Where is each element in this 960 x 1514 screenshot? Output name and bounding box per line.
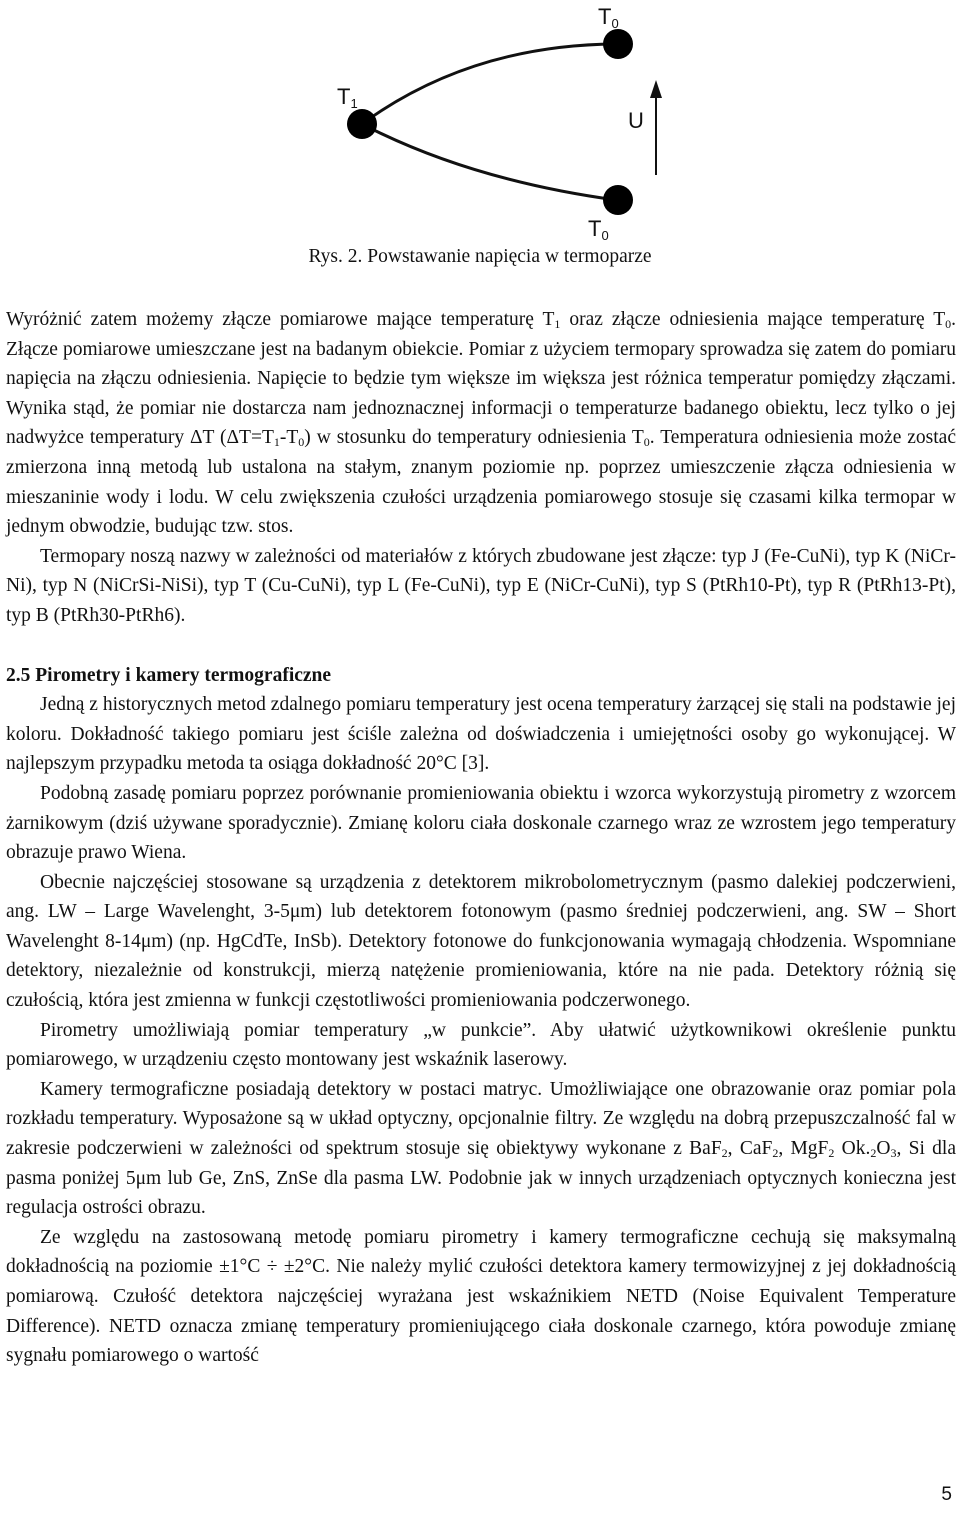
label-t1: $T_1$ [337, 84, 358, 111]
paragraph-filament-pyrometers: Podobną zasadę pomiaru poprzez porównanie promieniowania obiektu i wzorca wykorzystują pirometry z wzorcem żarnikowym (dziś używane sporadycznie). Zmianę koloru ciała doskonale czarnego wraz ze wzrostem jego temperatury obrazuje prawo Wiena. [6, 782, 956, 864]
label-u: U [628, 108, 644, 133]
junction-t0-top [603, 29, 633, 59]
junction-t0-bottom [603, 185, 633, 215]
paragraph-thermal-cameras: Kamery termograficzne posiadają detektory w postaci matryc. Umożliwiające one obrazowanie oraz pomiar pola rozkładu temperatury. Wyposażone są w układ optyczny, opcjonalnie filtry. Ze względu na dobrą przepuszczalność fal w zakresie podczerwieni w zależności od spektrum stosuje się obiektywy wykonane z BaF$_2$, CaF$_2$, MgF$_2$ $Ok._2O_3$, Si dla pasma poniżej 5μm lub Ge, ZnS, ZnSe dla pasma LW. Podobnie jak w innych urządzeniach optycznych konieczna jest regulacja ostrości obrazu. [6, 1078, 956, 1219]
lower-wire [362, 124, 616, 200]
thermocouple-diagram [0, 0, 960, 250]
label-t0-top: $T_0$ [598, 4, 619, 31]
paragraph-accuracy-netd: Ze względu na zastosowaną metodę pomiaru pirometry i kamery termograficzne cechują się maksymalną dokładnością na poziomie ±1°C ÷ ±2°C. Nie należy mylić czułości detektora kamery termowizyjnej z jej dokładnością pomiarową. Czułość detektora najczęściej wyrażana jest wskaźnikiem NETD (Noise Equivalent Temperature Difference). NETD oznacza zmianę temperatury promieniującego ciała doskonale czarnego, która powoduje zmianę sygnału pomiarowego o wartość [6, 1226, 956, 1367]
paragraph-pyrometers: Pirometry umożliwiają pomiar temperatury „w punkcie”. Aby ułatwić użytkownikowi określenie punktu pomiarowego, w urządzeniu często montowany jest wskaźnik laserowy. [6, 1019, 956, 1071]
junction-t1 [347, 109, 377, 139]
page-number: 5 [941, 1484, 952, 1505]
thermocouple-figure [0, 0, 960, 250]
paragraph-junctions: Wyróżnić zatem możemy złącze pomiarowe mające temperaturę $T_1$ oraz złącze odniesienia mające temperaturę $T_0$. Złącze pomiarowe umieszczane jest na badanym obiekcie. Pomiar z użyciem termopary sprowadza się zatem do pomiaru napięcia na złączu odniesienia. Napięcie to będzie tym większe im większa jest różnica temperatur pomiędzy złączami. Wynika stąd, że pomiar nie dostarcza nam jednoznacznej informacji o temperaturze badanego obiektu, lecz tylko o jej nadwyżce temperatury ΔT $(\Delta T=T_1-T_0)$ w stosunku do temperatury odniesienia $T_0$. Temperatura odniesienia może zostać zmierzona inną metodą lub ustalona na stałym, znanym poziomie np. poprzez umieszczenie złącza odniesienia w mieszaninie wody i lodu. W celu zwiększenia czułości urządzenia pomiarowego stosuje się czasami kilka termopar w jednym obwodzie, budując tzw. stos. [6, 309, 956, 538]
paragraph-thermocouple-types: Termopary noszą nazwy w zależności od materiałów z których zbudowane jest złącze: typ J (Fe-CuNi), typ K (NiCr-Ni), typ N (NiCrSi-NiSi), typ T (Cu-CuNi), typ L (Fe-CuNi), typ E (NiCr-CuNi), typ S (PtRh10-Pt), typ R (PtRh13-Pt), typ B (PtRh30-PtRh6). [6, 545, 956, 626]
body-text [6, 305, 956, 1371]
upper-wire [362, 44, 616, 124]
paragraph-historical-method: Jedną z historycznych metod zdalnego pomiaru temperatury jest ocena temperatury żarzącej się stali na podstawie jej koloru. Dokładność takiego pomiaru jest ściśle zależna od doświadczenia i umiejętności osoby go wykonującej. W najlepszym przypadku metoda ta osiąga dokładność 20°C [3]. [6, 694, 956, 775]
paragraph-detectors: Obecnie najczęściej stosowane są urządzenia z detektorem mikrobolometrycznym (pasmo dalekiej podczerwieni, ang. LW – Large Wavelenght, 3-5μm) lub detektorem fotonowym (pasmo średniej podczerwieni, ang. SW – Short Wavelenght 8-14μm) (np. HgCdTe, InSb). Detektory fotonowe do funkcjonowania wymagają chłodzenia. Wspomniane detektory, niezależnie od konstrukcji, mierzą natężenie promieniowania, które na nie pada. Detektory różnią się czułością, która jest zmienna w funkcji częstotliwości promieniowania podczerwonego. [6, 871, 956, 1012]
label-t0-bottom: $T_0$ [588, 216, 609, 243]
voltage-arrow-head [650, 80, 662, 98]
figure-caption: Rys. 2. Powstawanie napięcia w termoparze [308, 246, 652, 267]
section-heading: 2.5 Pirometry i kamery termograficzne [6, 664, 332, 686]
